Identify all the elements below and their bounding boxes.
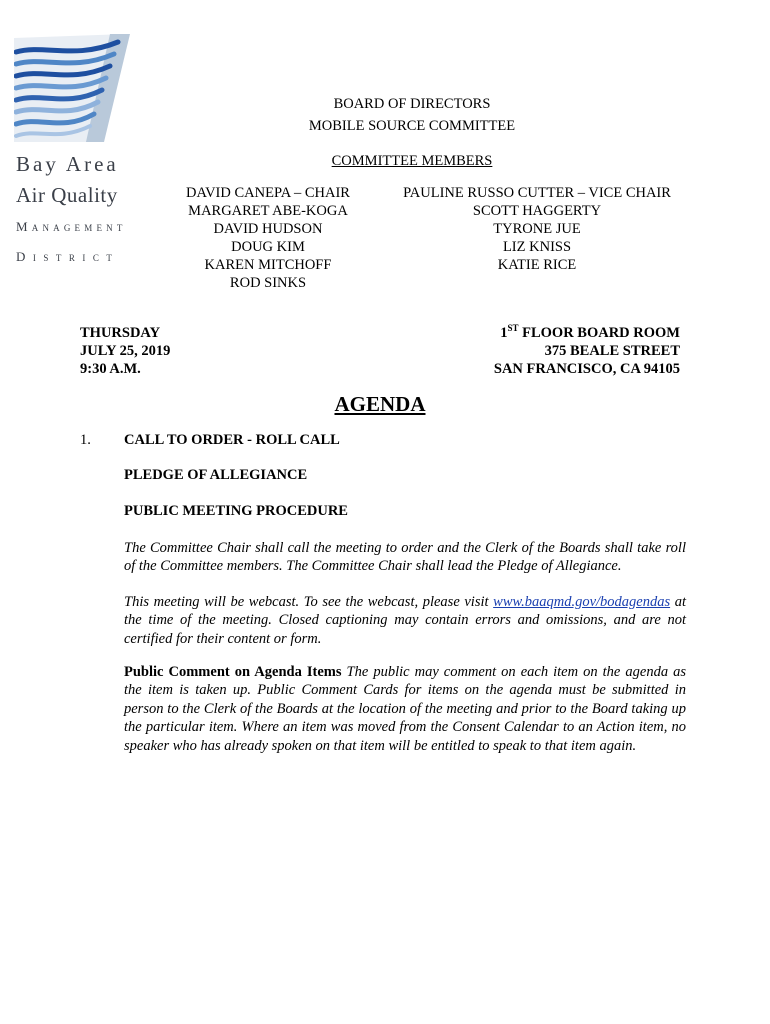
webcast-link[interactable]: www.baaqmd.gov/bodagendas xyxy=(493,594,671,610)
webcast-text-start: This meeting will be webcast. To see the webcast, please visit xyxy=(124,594,494,610)
item-number: 1. xyxy=(80,432,91,448)
meeting-date: JULY 25, 2019 xyxy=(80,343,171,359)
members-heading: COMMITTEE MEMBERS xyxy=(331,153,493,169)
room-name: FLOOR BOARD ROOM xyxy=(518,325,680,341)
member-right-2: SCOTT HAGGERTY xyxy=(472,203,602,219)
org-name-line3: Management xyxy=(16,219,127,234)
room-number: 1 xyxy=(500,325,508,341)
member-right-4: LIZ KNISS xyxy=(502,239,572,255)
room-number-suffix: ST xyxy=(507,323,519,334)
public-comment-lead: Public Comment on Agenda Items xyxy=(124,664,342,680)
member-left-2: MARGARET ABE-KOGA xyxy=(188,203,348,219)
org-name-line2: Air Quality xyxy=(16,183,118,207)
member-left-5: KAREN MITCHOFF xyxy=(204,257,332,273)
public-comment-paragraph xyxy=(124,663,686,755)
board-title: BOARD OF DIRECTORS xyxy=(333,96,491,112)
member-right-3: TYRONE JUE xyxy=(493,221,581,237)
member-left-1: DAVID CANEPA – CHAIR xyxy=(186,185,350,201)
procedure-heading: PUBLIC MEETING PROCEDURE xyxy=(124,503,348,519)
member-right-5: KATIE RICE xyxy=(497,257,577,273)
webcast-paragraph xyxy=(124,593,686,648)
org-name-line1: Bay Area xyxy=(16,152,119,176)
webcast-text-end: at the time of the meeting. Closed captioning may contain errors and omissions, and are not certified for their content or form. xyxy=(124,594,686,647)
procedure-paragraph: The Committee Chair shall call the meeting to order and the Clerk of the Boards shall take roll of the Committee members. The Committee Chair shall lead the Pledge of Allegiance. xyxy=(124,540,686,575)
meeting-day: THURSDAY xyxy=(80,325,161,341)
member-left-3: DAVID HUDSON xyxy=(213,221,323,237)
meeting-street: 375 BEALE STREET xyxy=(544,343,680,359)
public-comment-body: The public may comment on each item on the agenda as the item is taken up. Public Comment Cards for items on the agenda must be submitted in person to the Clerk of the Boards at the location of the meeting and prior to the Board taking up the particular item. Where an item was moved from the Consent Calendar to an Action item, no speaker who has already spoken on that item will be entitled to speak to that item again. xyxy=(124,664,686,754)
meeting-city: SAN FRANCISCO, CA 94105 xyxy=(493,361,680,377)
pledge-heading: PLEDGE OF ALLEGIANCE xyxy=(124,467,308,483)
meeting-time: 9:30 A.M. xyxy=(80,361,141,377)
member-left-6: ROD SINKS xyxy=(229,275,307,291)
committee-title: MOBILE SOURCE COMMITTEE xyxy=(308,118,516,134)
district-logo-icon xyxy=(14,34,132,142)
item-title: CALL TO ORDER - ROLL CALL xyxy=(124,432,340,448)
agenda-title: AGENDA xyxy=(334,392,426,416)
member-left-4: DOUG KIM xyxy=(231,239,305,255)
meeting-room xyxy=(430,325,680,342)
member-right-1: PAULINE RUSSO CUTTER – VICE CHAIR xyxy=(403,185,671,201)
org-name-line4: District xyxy=(16,249,120,264)
